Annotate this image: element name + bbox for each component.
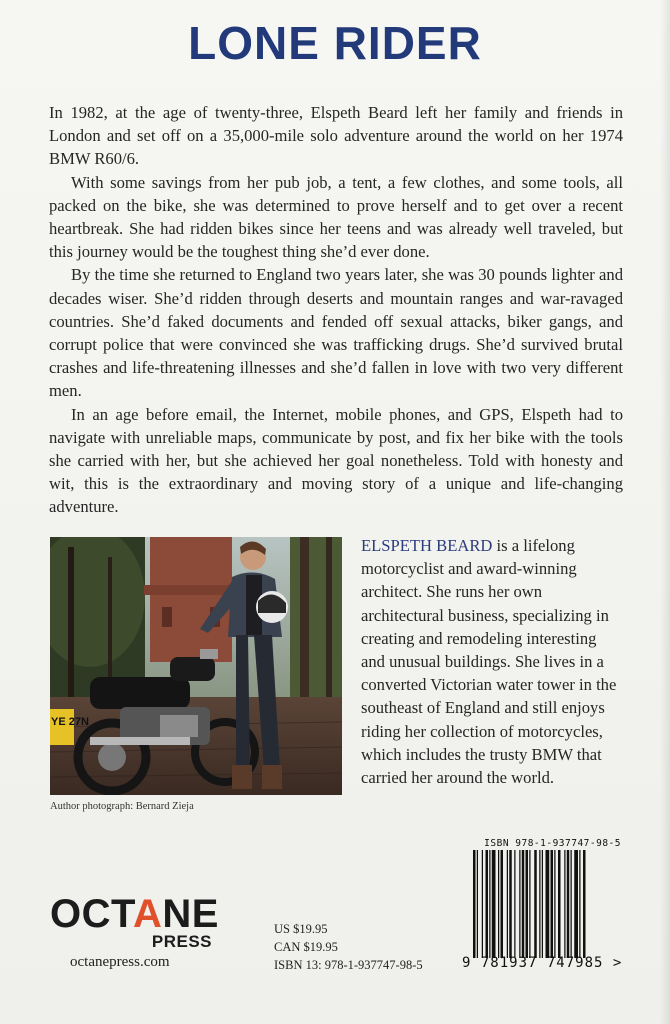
barcode-bar — [542, 850, 543, 958]
blurb — [49, 101, 623, 519]
barcode-bar — [509, 850, 512, 958]
barcode-bar — [526, 850, 529, 958]
author-bio-text: is a lifelong motorcyclist and award-winning architect. She runs her own architectural business, specializing in creating and remodeling interesting and unusual buildings. She lives in a converted Victorian water tower in the southeast of England and still enjoys riding her collection of motorcycles, which includes the trusty BMW that carried her around the world. — [361, 536, 617, 788]
barcode-bar — [583, 850, 586, 958]
number-plate-text: YE 27N — [51, 716, 89, 728]
barcode-bar — [558, 850, 561, 958]
cover-edge-shadow — [660, 0, 670, 1024]
barcode-bar — [507, 850, 508, 958]
barcode — [473, 850, 623, 958]
logo-part: OCT — [50, 892, 133, 936]
barcode-bar — [492, 850, 496, 958]
blurb-paragraph: By the time she returned to England two years later, she was 30 pounds lighter and decades wiser. She’d ridden through deserts and mountain ranges and war-ravaged countries. She’d faked documents and fended off sexual attacks, biker gangs, and corrupt police that were convinced she was trafficking drugs. She’d survived brutal crashes and life-threatening illnesses and she’d fallen in love with two very different men. — [49, 265, 623, 401]
barcode-bar — [551, 850, 554, 958]
barcode-bar — [529, 850, 530, 958]
barcode-bar — [567, 850, 570, 958]
barcode-bar — [473, 850, 476, 958]
barcode-bar — [571, 850, 572, 958]
barcode-bar — [579, 850, 580, 958]
barcode-bar — [486, 850, 489, 958]
barcode-bar — [519, 850, 520, 958]
blurb-paragraph: With some savings from her pub job, a tent, a few clothes, and some tools, all packed on the bike, she was determined to prove herself and to get over a recent heartbreak. She had ridden bikes since her teens and was already well traveled, but this journey would be the toughest thing she’d ever done. — [49, 172, 623, 262]
barcode-bar — [539, 850, 540, 958]
barcode-bar — [522, 850, 525, 958]
publisher-logo-wordmark — [50, 892, 219, 936]
author-photo — [50, 537, 342, 795]
barcode-bar — [564, 850, 565, 958]
barcode-bar — [534, 850, 537, 958]
blurb-paragraph: In an age before email, the Internet, mobile phones, and GPS, Elspeth had to navigate with unreliable maps, communicate by post, and fix her bike with the tools she carried with her, but she achieved her goal nonetheless. Told with honesty and wit, this is the extraordinary and moving story of a unique and life-changing adventure. — [49, 404, 623, 517]
barcode-isbn-label: ISBN 978-1-937747-98-5 — [484, 838, 621, 849]
publisher-logo — [50, 892, 219, 952]
barcode-bar — [554, 850, 555, 958]
price-block — [274, 920, 423, 974]
publisher-logo-press: PRESS — [151, 932, 212, 951]
barcode-bar — [501, 850, 504, 958]
price-can: CAN $19.95 — [274, 940, 338, 954]
author-name: ELSPETH BEARD — [361, 536, 493, 555]
photo-credit: Author photograph: Bernard Zieja — [50, 801, 194, 812]
blurb-paragraph: In 1982, at the age of twenty-three, Elspeth Beard left her family and friends in London and set off on a 35,000-mile solo adventure around the world on her 1974 BMW R60/6. — [49, 103, 623, 169]
barcode-bar — [574, 850, 578, 958]
barcode-bar — [546, 850, 550, 958]
logo-part: NE — [162, 892, 219, 936]
isbn13: ISBN 13: 978-1-937747-98-5 — [274, 958, 423, 972]
publisher-website: octanepress.com — [70, 954, 170, 970]
barcode-bar — [498, 850, 499, 958]
barcode-bar — [482, 850, 483, 958]
barcode-bar — [514, 850, 515, 958]
price-us: US $19.95 — [274, 922, 328, 936]
author-bio — [361, 534, 621, 789]
barcode-bar — [477, 850, 478, 958]
book-title: LONE RIDER — [188, 17, 482, 69]
barcode-bar — [489, 850, 490, 958]
barcode-digits: 9 781937 747985 > — [462, 955, 623, 971]
flame-icon: A — [132, 892, 163, 936]
